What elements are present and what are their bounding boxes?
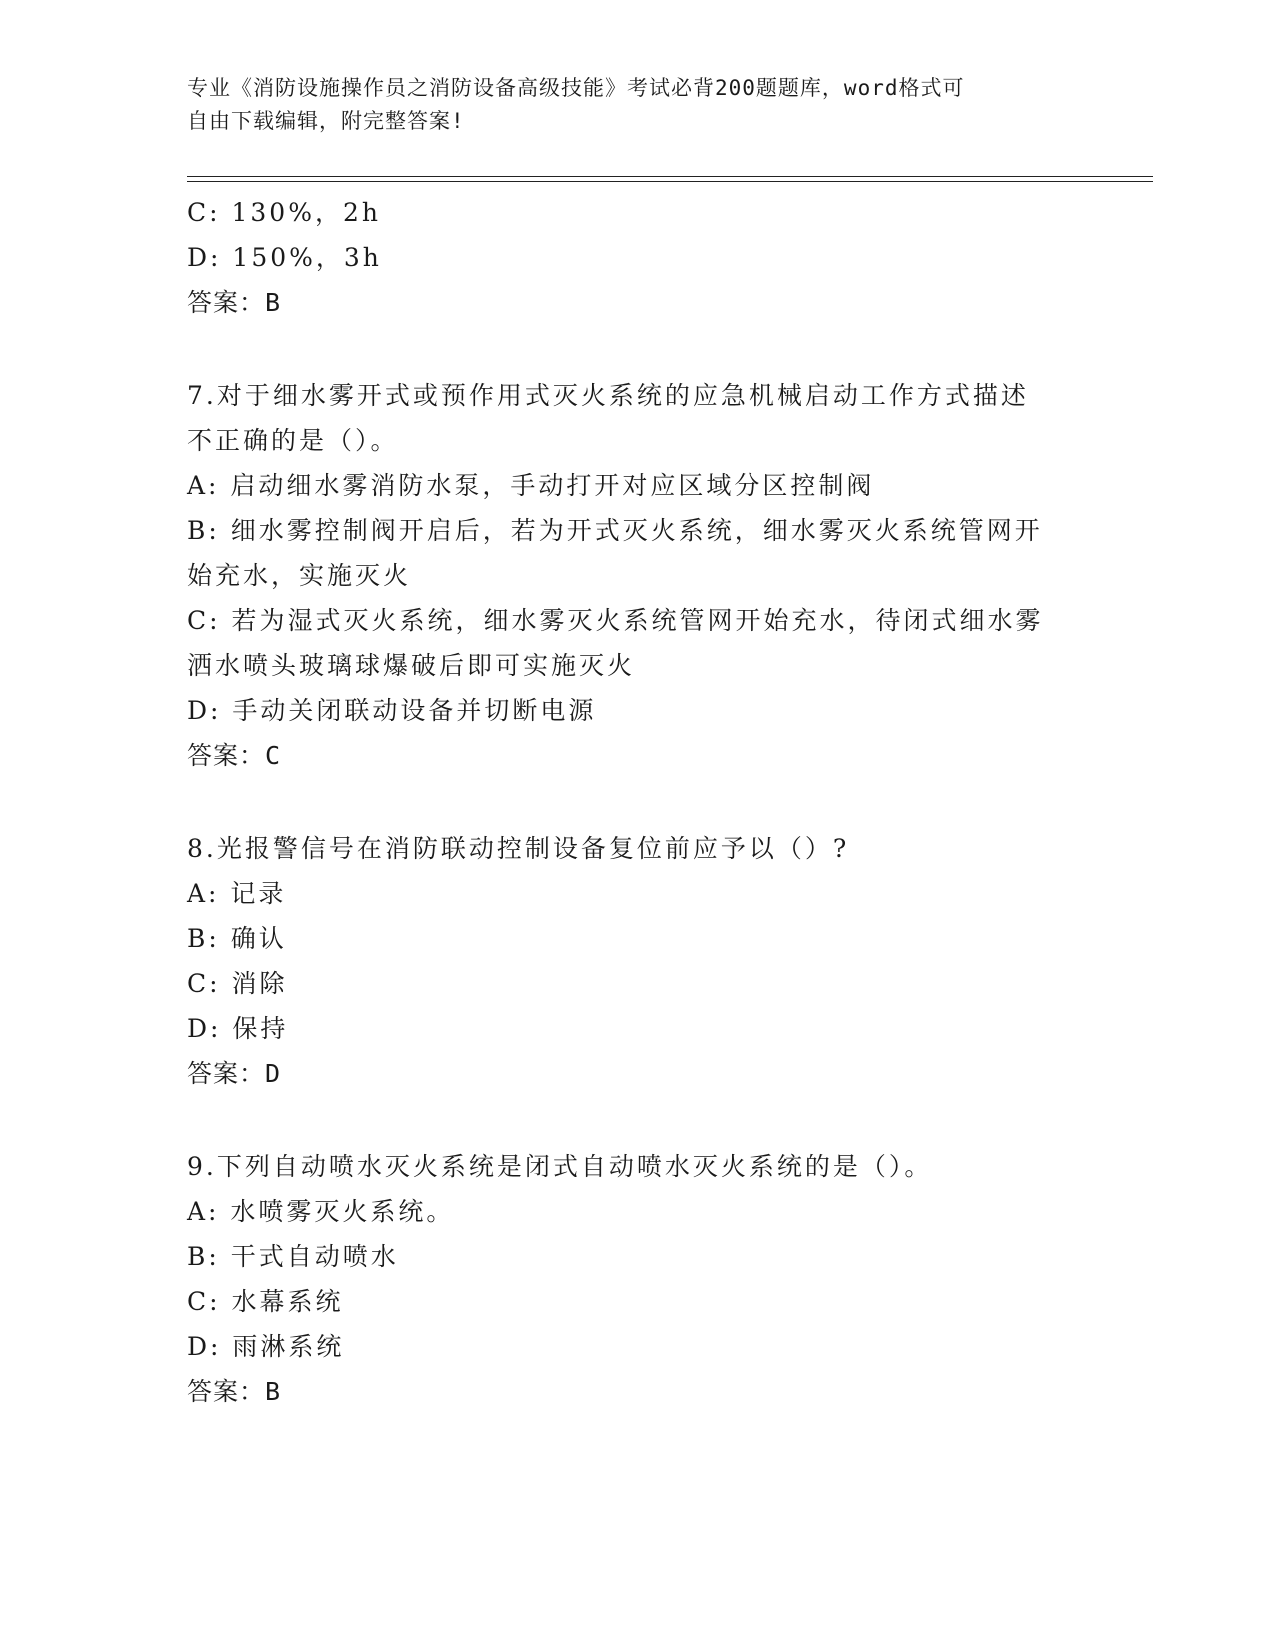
spacer <box>187 1096 1087 1144</box>
question-7 <box>187 373 1087 778</box>
question-9 <box>187 1144 1087 1414</box>
q9-answer: 答案：B <box>187 1377 282 1406</box>
q8-option-b: B: 确认 <box>187 924 287 953</box>
q7-option-b-line-2: 始充水，实施灭火 <box>187 561 412 590</box>
q8-stem: 8.光报警信号在消防联动控制设备复位前应予以（）? <box>187 834 850 863</box>
q6-option-d: D: 150%，3h <box>187 243 382 272</box>
q7-stem-line-2: 不正确的是（）。 <box>187 426 399 455</box>
document-header <box>187 72 1067 138</box>
q9-option-b: B: 干式自动喷水 <box>187 1242 399 1271</box>
q9-option-a: A: 水喷雾灭火系统。 <box>187 1197 455 1226</box>
q8-option-c: C: 消除 <box>187 969 288 998</box>
question-8 <box>187 826 1087 1096</box>
q7-stem-line-1: 7.对于细水雾开式或预作用式灭火系统的应急机械启动工作方式描述 <box>187 381 1029 410</box>
header-rule-bottom <box>187 181 1153 182</box>
q6-answer: 答案：B <box>187 288 282 317</box>
q7-option-a: A: 启动细水雾消防水泵，手动打开对应区域分区控制阀 <box>187 471 875 500</box>
question-list <box>187 190 1087 1414</box>
q9-option-d: D: 雨淋系统 <box>187 1332 345 1361</box>
q7-answer: 答案：C <box>187 741 282 770</box>
q7-option-d: D: 手动关闭联动设备并切断电源 <box>187 696 597 725</box>
q7-option-c-line-2: 洒水喷头玻璃球爆破后即可实施灭火 <box>187 651 636 680</box>
header-line-2: 自由下载编辑，附完整答案! <box>187 109 465 133</box>
q8-option-d: D: 保持 <box>187 1014 289 1043</box>
spacer <box>187 325 1087 373</box>
q6-option-c: C: 130%，2h <box>187 198 381 227</box>
question-6-tail <box>187 190 1087 325</box>
q9-option-c: C: 水幕系统 <box>187 1287 344 1316</box>
q7-option-b-line-1: B: 细水雾控制阀开启后，若为开式灭火系统，细水雾灭火系统管网开 <box>187 516 1043 545</box>
spacer <box>187 778 1087 826</box>
header-rule-top <box>187 176 1153 177</box>
q7-option-c-line-1: C: 若为湿式灭火系统，细水雾灭火系统管网开始充水，待闭式细水雾 <box>187 606 1044 635</box>
q8-option-a: A: 记录 <box>187 879 287 908</box>
q9-stem: 9.下列自动喷水灭火系统是闭式自动喷水灭火系统的是（）。 <box>187 1152 933 1181</box>
q8-answer: 答案：D <box>187 1059 282 1088</box>
header-line-1: 专业《消防设施操作员之消防设备高级技能》考试必背200题题库，word格式可 <box>187 76 965 100</box>
